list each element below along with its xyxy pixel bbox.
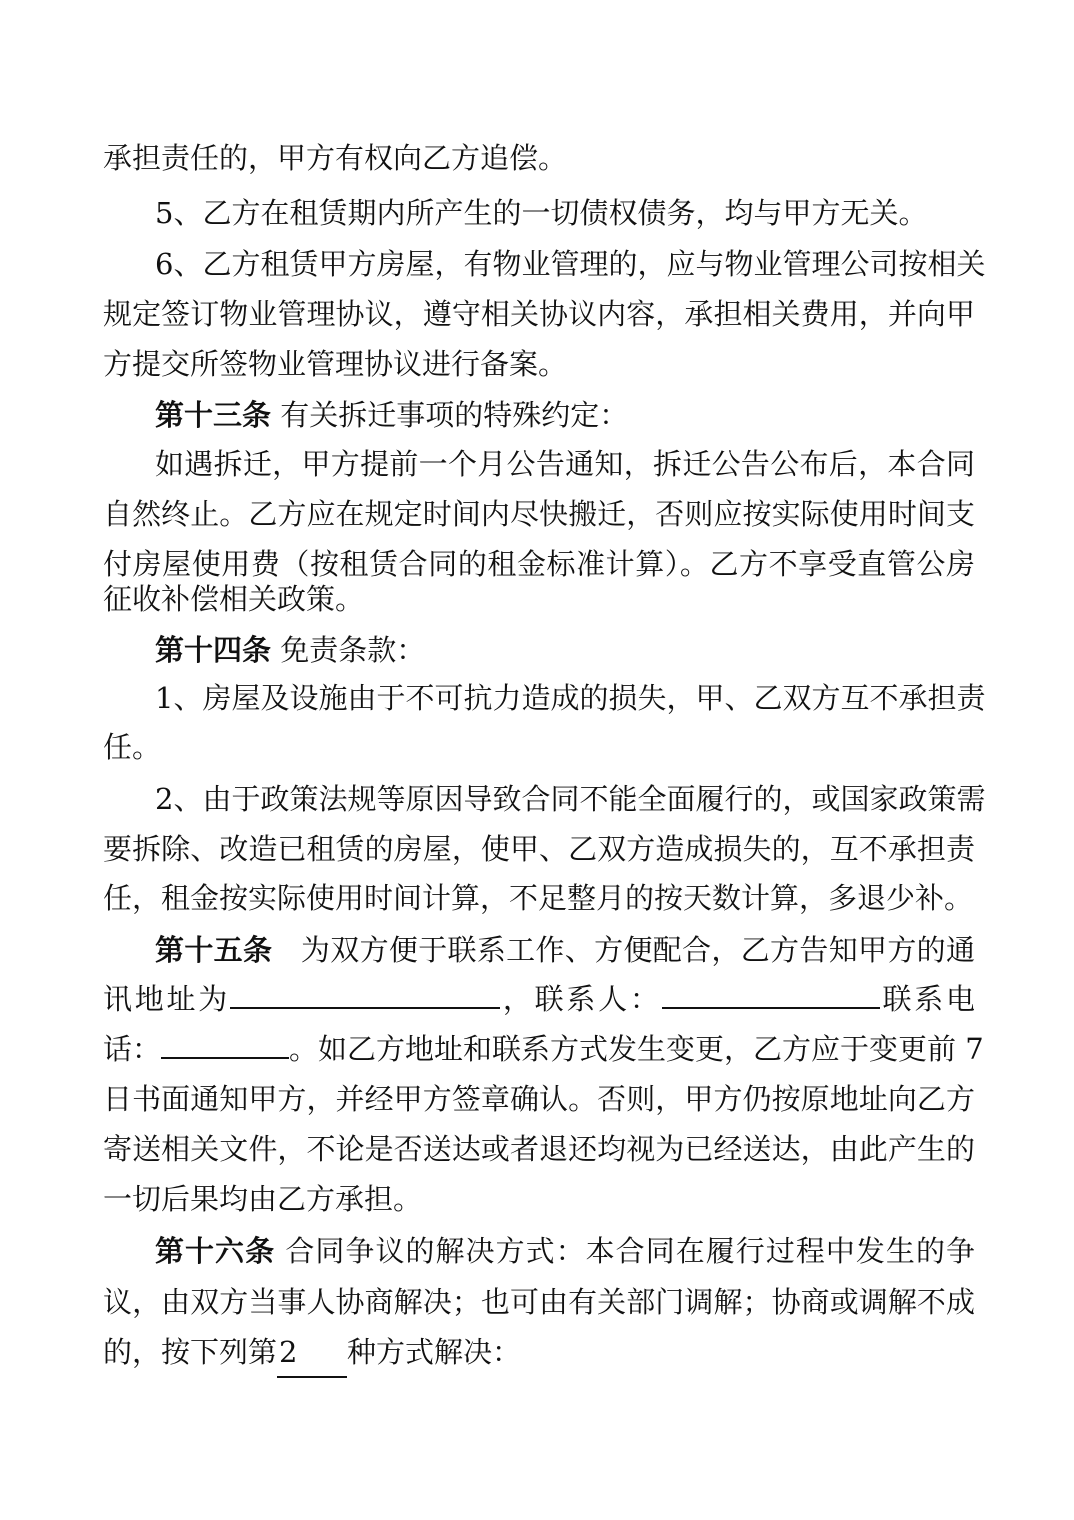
text-line: 1、房屋及设施由于不可抗力造成的损失，甲、乙双方互不承担责 (155, 681, 986, 715)
article-title: 第十三条 (155, 398, 272, 432)
choice-suffix: 种方式解决： (347, 1335, 522, 1369)
article-title: 第十四条 (155, 633, 272, 667)
text-line: 5、乙方在租赁期内所产生的一切债权债务，均与甲方无关。 (155, 196, 928, 230)
article-text: 合同争议的解决方式：本合同在履行过程中发生的争 (285, 1234, 975, 1268)
phone-label: 联系电 (879, 982, 975, 1016)
choice-line (103, 1328, 975, 1378)
phone-label: 话： (103, 1032, 162, 1066)
article-text: 为双方便于联系工作、方便配合，乙方告知甲方的通 (300, 933, 975, 967)
contact-label: ，联系人： (500, 982, 662, 1016)
text-line: 自然终止。乙方应在规定时间内尽快搬迁，否则应按实际使用时间支 (103, 497, 975, 531)
article-14-heading (155, 626, 975, 674)
text-line: 方提交所签物业管理协议进行备案。 (103, 347, 568, 381)
text-line: 日书面通知甲方，并经甲方签章确认。否则，甲方仍按原地址向乙方 (103, 1082, 975, 1116)
phone-blank[interactable] (161, 1031, 289, 1059)
address-line (103, 975, 975, 1023)
choice-value[interactable]: 2 (277, 1328, 347, 1378)
address-label: 讯地址为 (103, 982, 231, 1016)
text-line: 一切后果均由乙方承担。 (103, 1182, 423, 1216)
article-15-heading (155, 926, 975, 974)
text-line: 征收补偿相关政策。 (103, 582, 365, 616)
text-line: 任，租金按实际使用时间计算，不足整月的按天数计算，多退少补。 (103, 881, 974, 915)
text-line: 承担责任的，甲方有权向乙方追偿。 (103, 141, 568, 175)
text-line: 如遇拆迁，甲方提前一个月公告通知，拆迁公告公布后，本合同 (155, 447, 975, 481)
article-title: 第十五条 (155, 933, 273, 967)
text-line: 规定签订物业管理协议，遵守相关协议内容，承担相关费用，并向甲 (103, 297, 975, 331)
text-line: 议，由双方当事人协商解决；也可由有关部门调解；协商或调解不成 (103, 1285, 975, 1319)
article-16-heading (155, 1227, 975, 1275)
text-line: 寄送相关文件，不论是否送达或者退还均视为已经送达，由此产生的 (103, 1132, 975, 1166)
contact-blank[interactable] (662, 981, 880, 1009)
text-line: 6、乙方租赁甲方房屋，有物业管理的，应与物业管理公司按相关 (155, 247, 986, 281)
choice-prefix: 的，按下列第 (103, 1335, 278, 1369)
text-line: 要拆除、改造已租赁的房屋，使甲、乙双方造成损失的，互不承担责 (103, 832, 975, 866)
text-line: 。如乙方地址和联系方式发生变更，乙方应于变更前 7 (289, 1032, 984, 1066)
text-line: 2、由于政策法规等原因导致合同不能全面履行的，或国家政策需 (155, 782, 986, 816)
text-line: 付房屋使用费（按租赁合同的租金标准计算）。乙方不享受直管公房 (103, 547, 975, 581)
article-text: 有关拆迁事项的特殊约定： (280, 398, 629, 432)
address-blank[interactable] (230, 981, 500, 1009)
article-text: 免责条款： (280, 633, 426, 667)
phone-line (103, 1025, 984, 1073)
article-title: 第十六条 (155, 1234, 276, 1268)
article-13-heading (155, 391, 975, 439)
text-line: 任。 (103, 730, 162, 764)
